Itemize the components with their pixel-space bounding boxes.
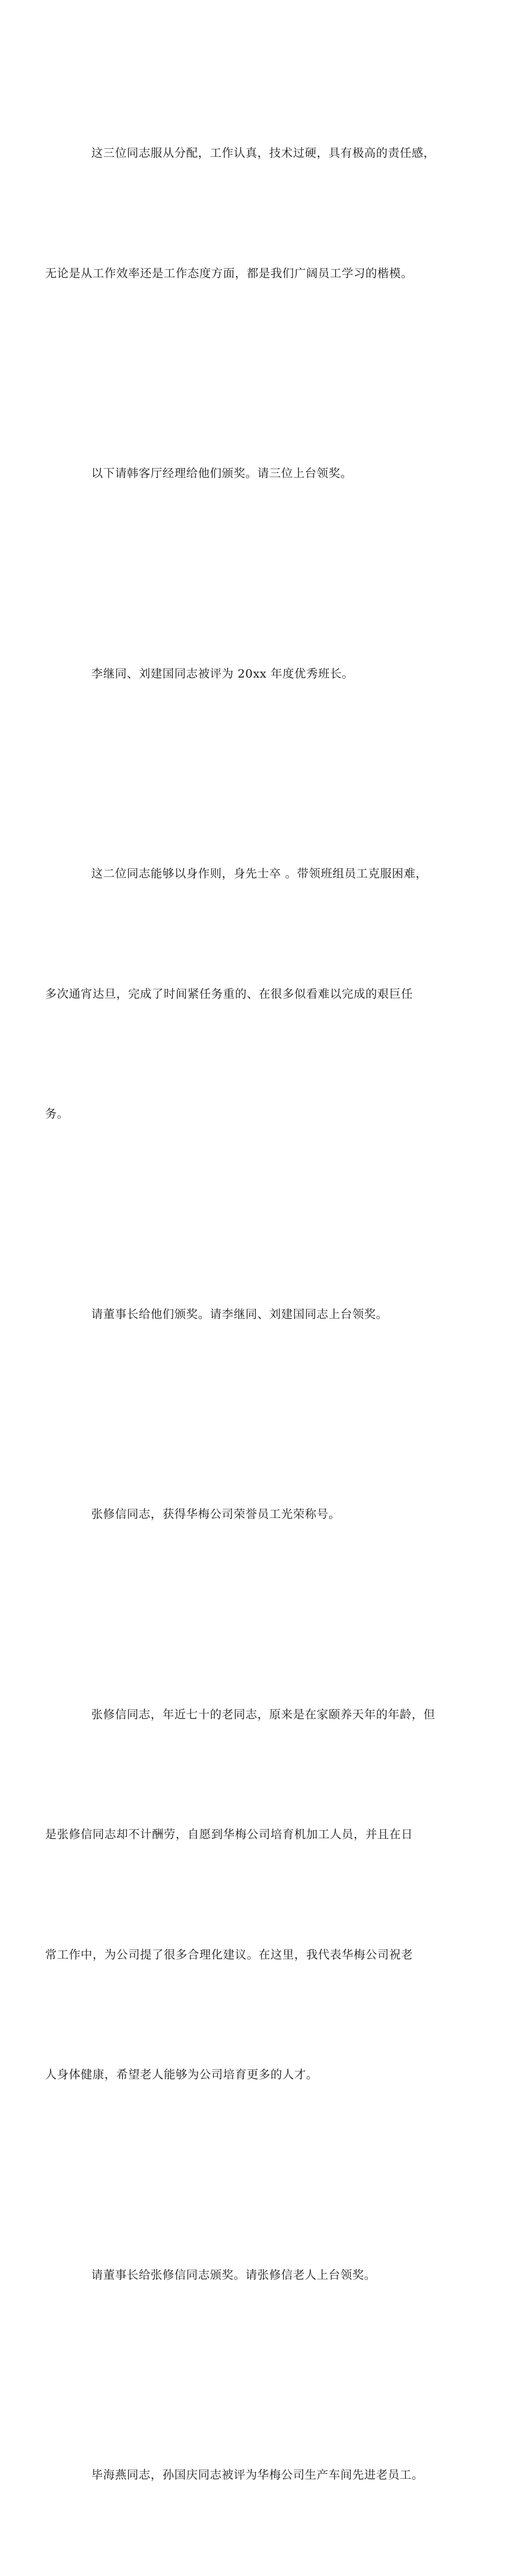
paragraph [68, 2376, 444, 2576]
paragraph [68, 1415, 444, 1615]
text-line: 是张修信同志却不计酬劳，自愿到华梅公司培育机加工人员，并且在日 [45, 1828, 413, 1841]
text-line: 张修信同志，获得华梅公司荣誉员工光荣称号。 [91, 1508, 341, 1521]
text-line: 无论是从工作效率还是工作态度方面，都是我们广阔员工学习的楷模。 [45, 267, 413, 280]
text-line: 张修信同志，年近七十的老同志，原来是在家颐养天年的年龄，但 [91, 1708, 435, 1722]
text-line: 李继同、刘建国同志被评为 20xx 年度优秀班长。 [91, 667, 354, 681]
text-line: 以下请韩客厅经理给他们颁奖。请三位上台领奖。 [91, 467, 353, 480]
text-line: 这三位同志服从分配，工作认真，技术过硬，具有极高的责任感， [91, 147, 435, 160]
paragraph [45, 54, 444, 374]
text-line: 请董事长给张修信同志颁奖。请张修信老人上台领奖。 [91, 2268, 376, 2282]
paragraph [68, 574, 444, 775]
text-line: 人身体健康，希望老人能够为公司培育更多的人才。 [45, 2068, 318, 2082]
paragraph [68, 374, 444, 574]
paragraph [45, 774, 444, 1215]
text-line: 这二位同志能够以身作则，身先士卒 。带领班组员工克服困难， [91, 867, 428, 881]
text-line: 多次通宵达旦，完成了时间紧任务重的、在很多似看难以完成的艰巨任 [45, 987, 413, 1001]
paragraph [45, 1615, 444, 2176]
text-line: 务。 [45, 1107, 69, 1121]
document-body [45, 54, 444, 2576]
paragraph [68, 2176, 444, 2376]
text-line: 毕海燕同志，孙国庆同志被评为华梅公司生产车间先进老员工。 [91, 2469, 424, 2482]
text-line: 常工作中，为公司提了很多合理化建议。在这里，我代表华梅公司祝老 [45, 1948, 413, 1962]
paragraph [68, 1215, 444, 1415]
text-line: 请董事长给他们颁奖。请李继同、刘建国同志上台领奖。 [91, 1307, 388, 1321]
